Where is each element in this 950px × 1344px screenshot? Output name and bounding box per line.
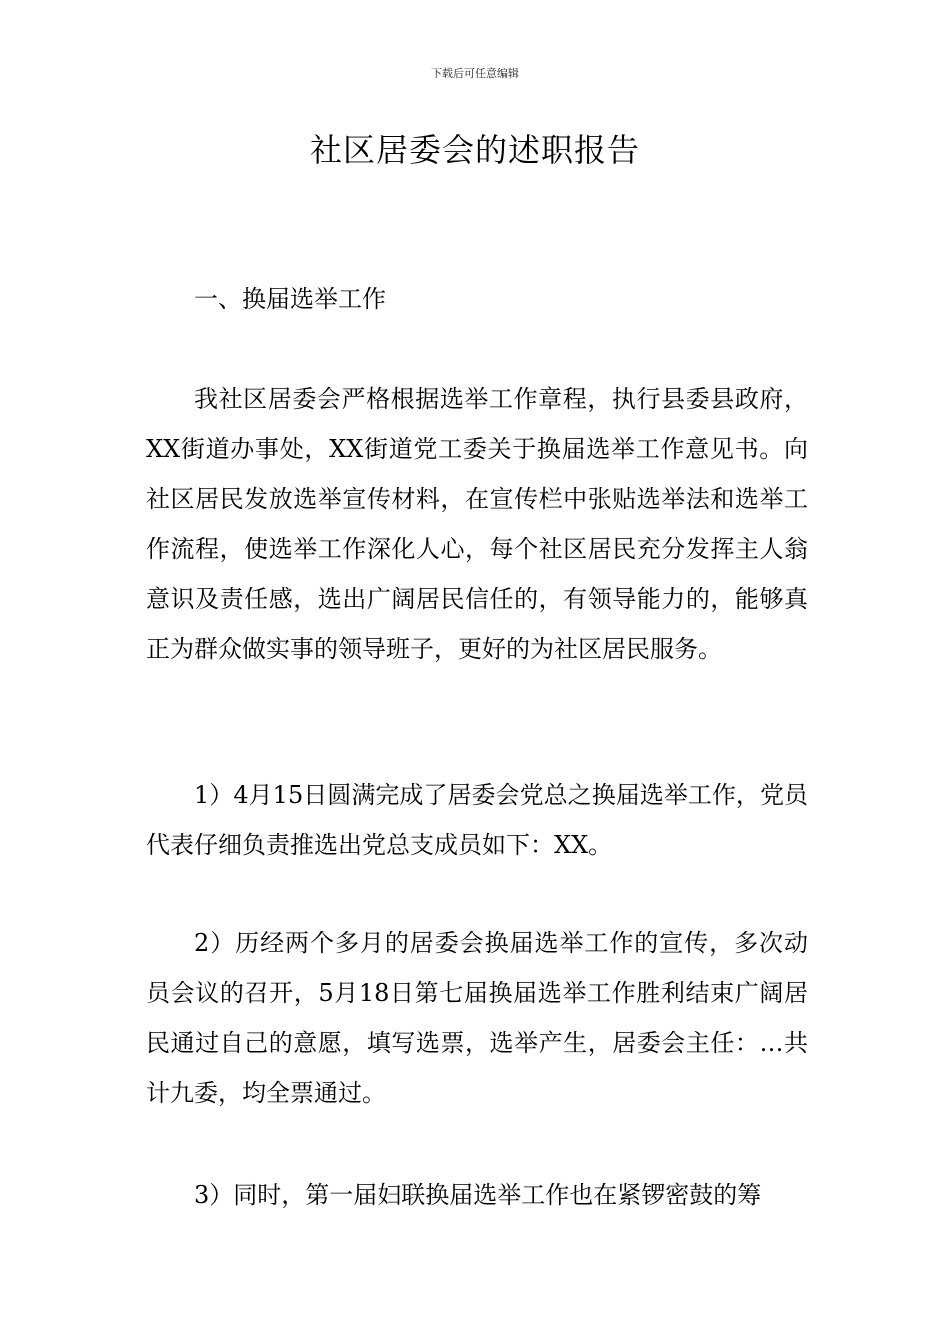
document-title: 社区居委会的述职报告 [309, 131, 640, 169]
body-paragraph: 我社区居委会严格根据选举工作章程，执行县委县政府，XX街道办事处，XX街道党工委关于换届选举工作意见书。向社区居民发放选举宣传材料，在宣传栏中张贴选举法和选举工作流程，使选举工作深化人心，每个社区居民充分发挥主人翁意识及责任感，选出广阔居民信任的，有领导能力的，能够真正为群众做实事的领导班子，更好的为社区居民服务。 [146, 385, 808, 663]
list-item-paragraph: 3）同时，第一届妇联换届选举工作也在紧锣密鼓的筹 [194, 1181, 762, 1209]
section-heading: 一、换届选举工作 [194, 285, 386, 313]
list-item-paragraph: 1）4月15日圆满完成了居委会党总之换届选举工作，党员代表仔细负责推选出党总支成员如下：XX。 [146, 781, 808, 859]
list-item-paragraph: 2）历经两个多月的居委会换届选举工作的宣传，多次动员会议的召开，5月18日第七届换届选举工作胜利结束广阔居民通过自己的意愿，填写选票，选举产生，居委会主任：…共计九委，均全票通过。 [146, 929, 808, 1107]
header-note: 下载后可任意编辑 [431, 67, 519, 80]
